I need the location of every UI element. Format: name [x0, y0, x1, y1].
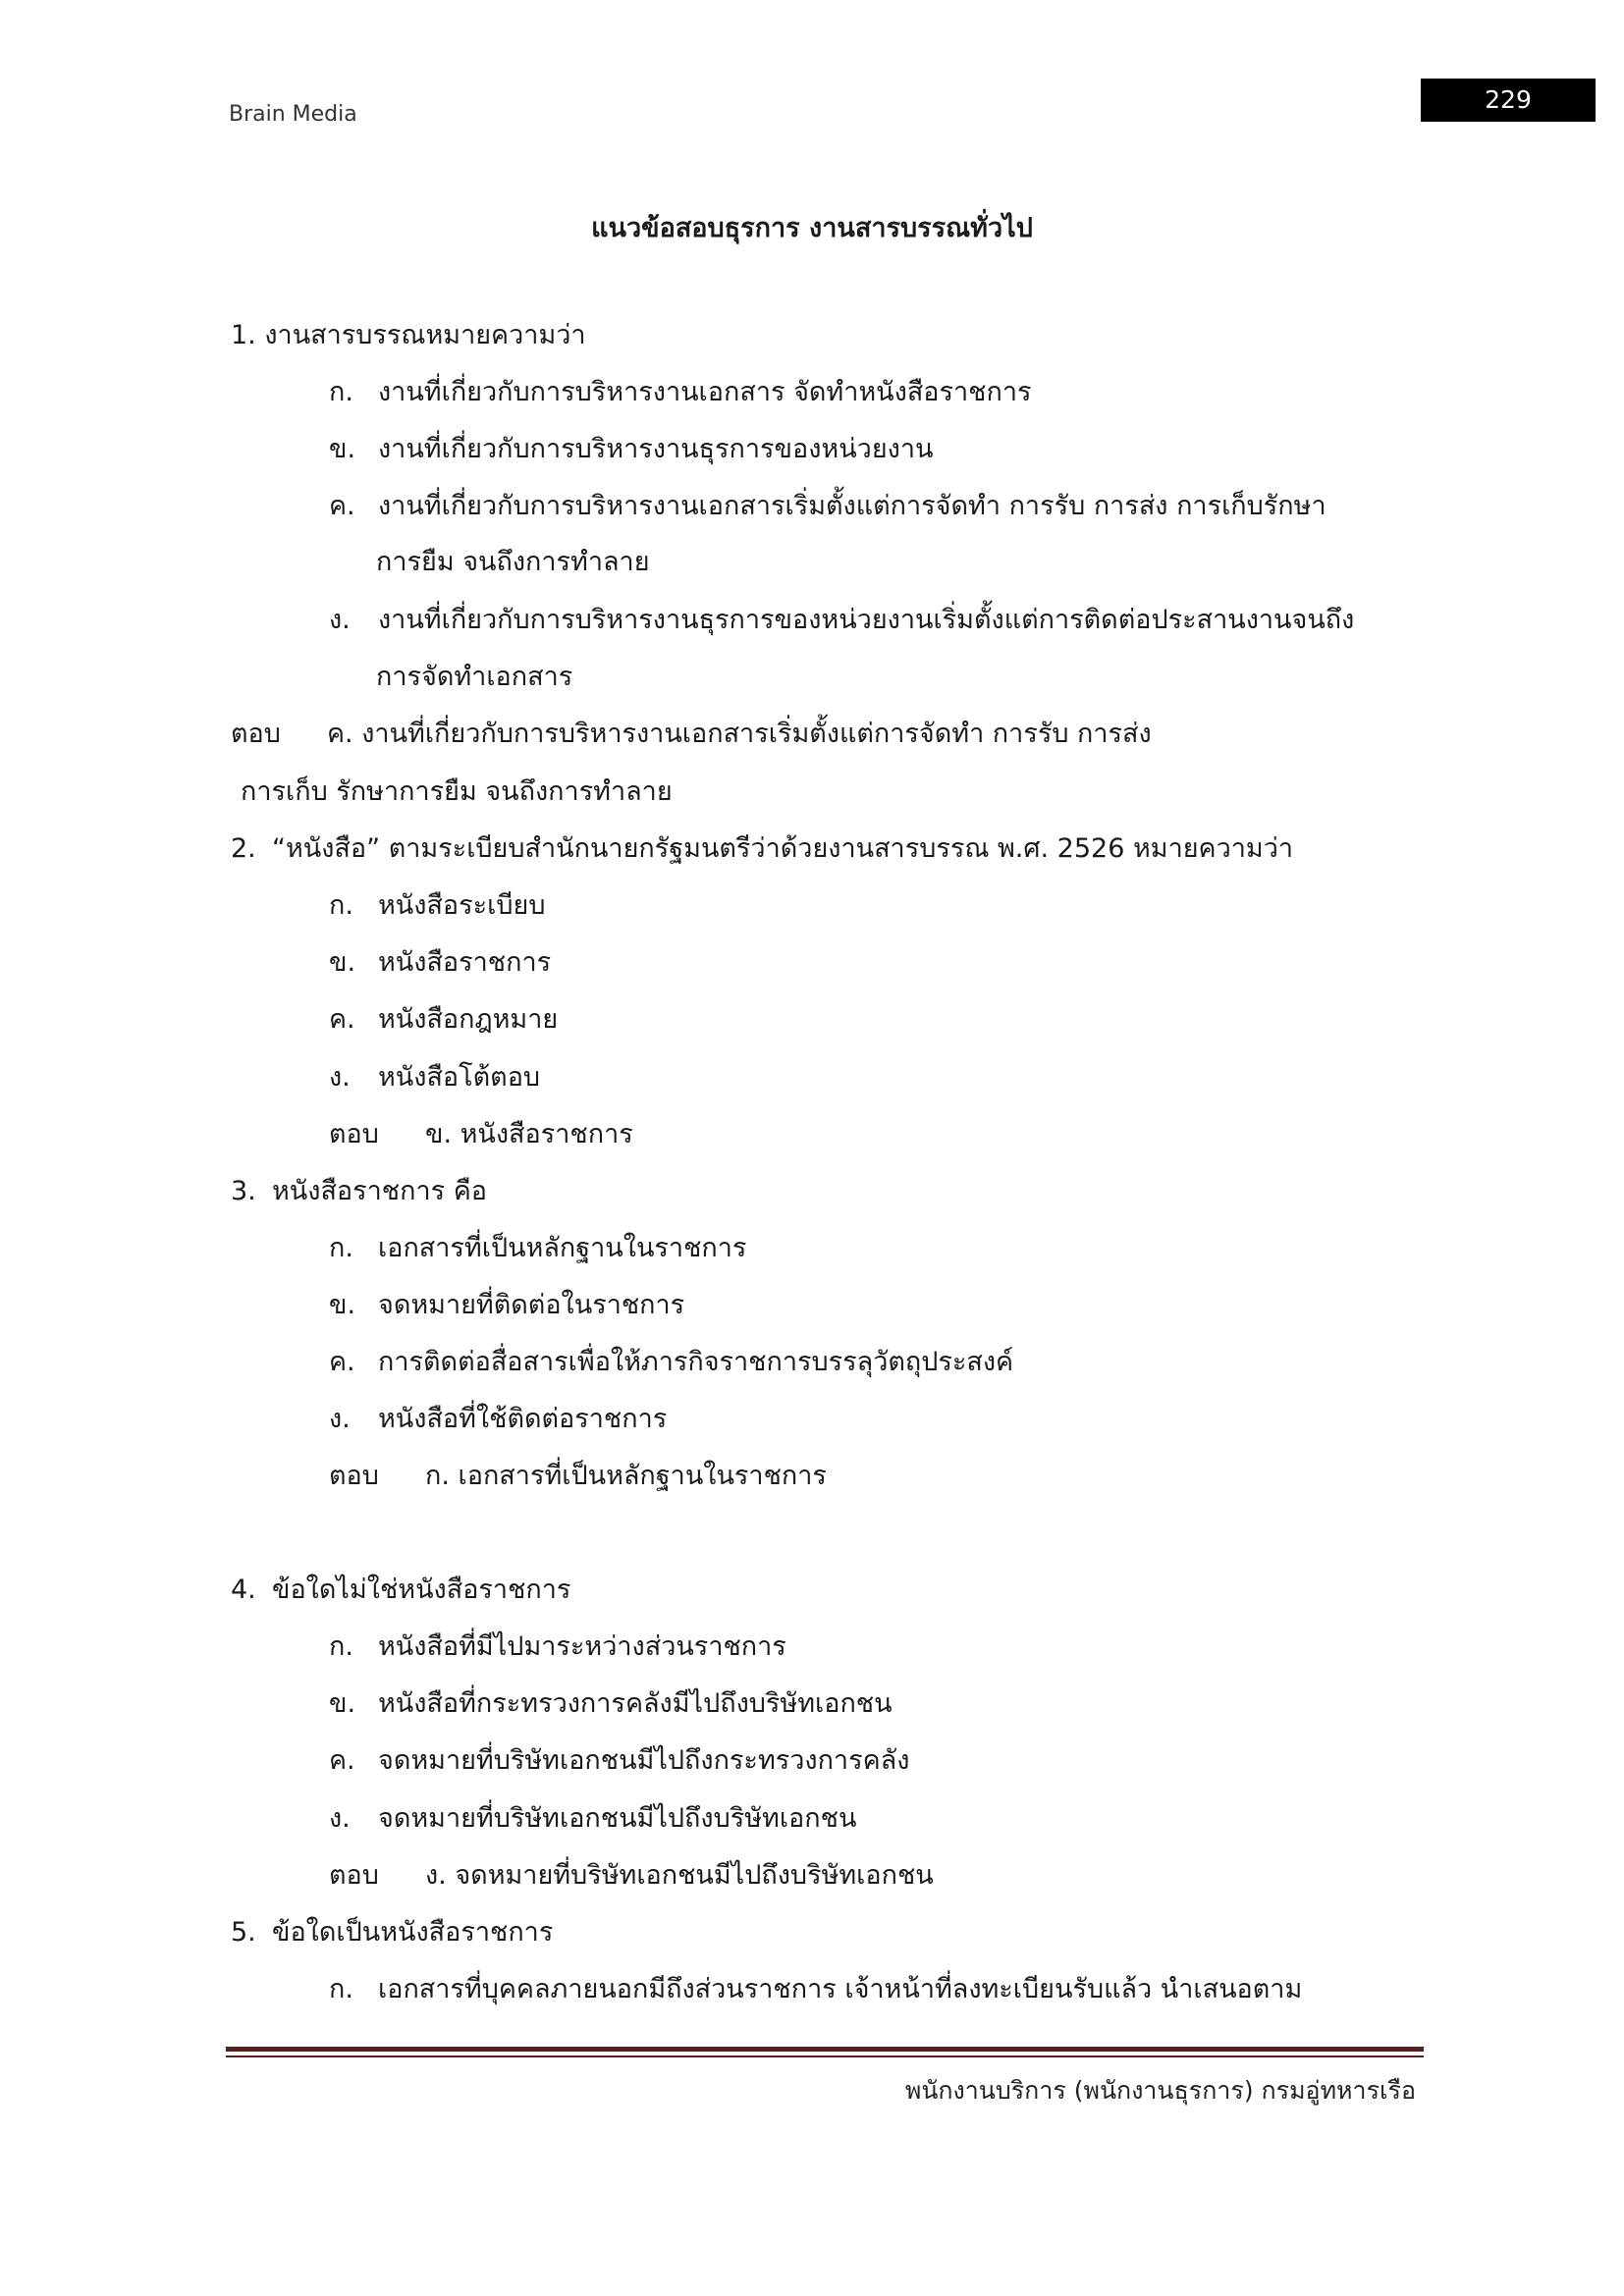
- question-2-answer: ตอบ ข. หนังสือราชการ: [329, 1119, 633, 1149]
- question-1-option-b: ข. งานที่เกี่ยวกับการบริหารงานธุรการของหน่วยงาน: [329, 434, 934, 464]
- question-4-option-d: ง. จดหมายที่บริษัทเอกชนมีไปถึงบริษัทเอกชน: [329, 1803, 857, 1834]
- question-4-option-a: ก. หนังสือที่มีไปมาระหว่างส่วนราชการ: [329, 1631, 786, 1662]
- question-5-option-a: ก. เอกสารที่บุคคลภายนอกมีถึงส่วนราชการ เจ้าหน้าที่ลงทะเบียนรับแล้ว นำเสนอตาม: [329, 1974, 1303, 2004]
- question-1-option-c: ค. งานที่เกี่ยวกับการบริหารงานเอกสารเริ่มตั้งแต่การจัดทำ การรับ การส่ง การเก็บรักษา: [329, 491, 1326, 521]
- question-3-answer: ตอบ ก. เอกสารที่เป็นหลักฐานในราชการ: [329, 1461, 827, 1491]
- question-1-option-d-cont: การจัดทำเอกสาร: [376, 662, 573, 692]
- question-1-answer: ตอบ ค. งานที่เกี่ยวกับการบริหารงานเอกสารเริ่มตั้งแต่การจัดทำ การรับ การส่ง: [231, 719, 1152, 749]
- question-3-stem: 3. หนังสือราชการ คือ: [231, 1176, 487, 1206]
- question-4-stem: 4. ข้อใดไม่ใช่หนังสือราชการ: [231, 1575, 571, 1605]
- question-1-option-c-cont: การยืม จนถึงการทำลาย: [376, 547, 650, 577]
- question-4-option-c: ค. จดหมายที่บริษัทเอกชนมีไปถึงกระทรวงการคลัง: [329, 1745, 910, 1776]
- footer-rule-thin: [226, 2056, 1424, 2057]
- question-2-option-b: ข. หนังสือราชการ: [329, 947, 552, 978]
- footer-rule: [226, 2047, 1424, 2052]
- question-2-option-d: ง. หนังสือโต้ตอบ: [329, 1062, 541, 1093]
- question-2-option-c: ค. หนังสือกฎหมาย: [329, 1004, 559, 1035]
- question-5-stem: 5. ข้อใดเป็นหนังสือราชการ: [231, 1917, 554, 1948]
- question-4-option-b: ข. หนังสือที่กระทรวงการคลังมีไปถึงบริษัทเอกชน: [329, 1688, 893, 1719]
- question-2-option-a: ก. หนังสือระเบียบ: [329, 890, 546, 921]
- footer-text: พนักงานบริการ (พนักงานธุรการ) กรมอู่ทหารเรือ: [904, 2076, 1416, 2105]
- page-number: 229: [1421, 79, 1596, 122]
- header-brand: Brain Media: [229, 102, 357, 127]
- question-3-option-b: ข. จดหมายที่ติดต่อในราชการ: [329, 1290, 685, 1320]
- question-2-stem: 2. “หนังสือ” ตามระเบียบสำนักนายกรัฐมนตรีว่าด้วยงานสารบรรณ พ.ศ. 2526 หมายความว่า: [231, 833, 1294, 864]
- question-1-answer-cont: การเก็บ รักษาการยืม จนถึงการทำลาย: [241, 776, 673, 807]
- question-1-option-a: ก. งานที่เกี่ยวกับการบริหารงานเอกสาร จัดทำหนังสือราชการ: [329, 377, 1032, 407]
- question-1-option-d: ง. งานที่เกี่ยวกับการบริหารงานธุรการของหน่วยงานเริ่มตั้งแต่การติดต่อประสานงานจนถึง: [329, 605, 1355, 635]
- question-3-option-a: ก. เอกสารที่เป็นหลักฐานในราชการ: [329, 1233, 747, 1263]
- question-4-answer: ตอบ ง. จดหมายที่บริษัทเอกชนมีไปถึงบริษัทเอกชน: [329, 1860, 934, 1891]
- document-title: แนวข้อสอบธุรการ งานสารบรรณทั่วไป: [591, 213, 1033, 243]
- question-3-option-d: ง. หนังสือที่ใช้ติดต่อราชการ: [329, 1404, 668, 1434]
- question-3-option-c: ค. การติดต่อสื่อสารเพื่อให้ภารกิจราชการบรรลุวัตถุประสงค์: [329, 1347, 1014, 1377]
- question-1-stem: 1. งานสารบรรณหมายความว่า: [231, 320, 586, 350]
